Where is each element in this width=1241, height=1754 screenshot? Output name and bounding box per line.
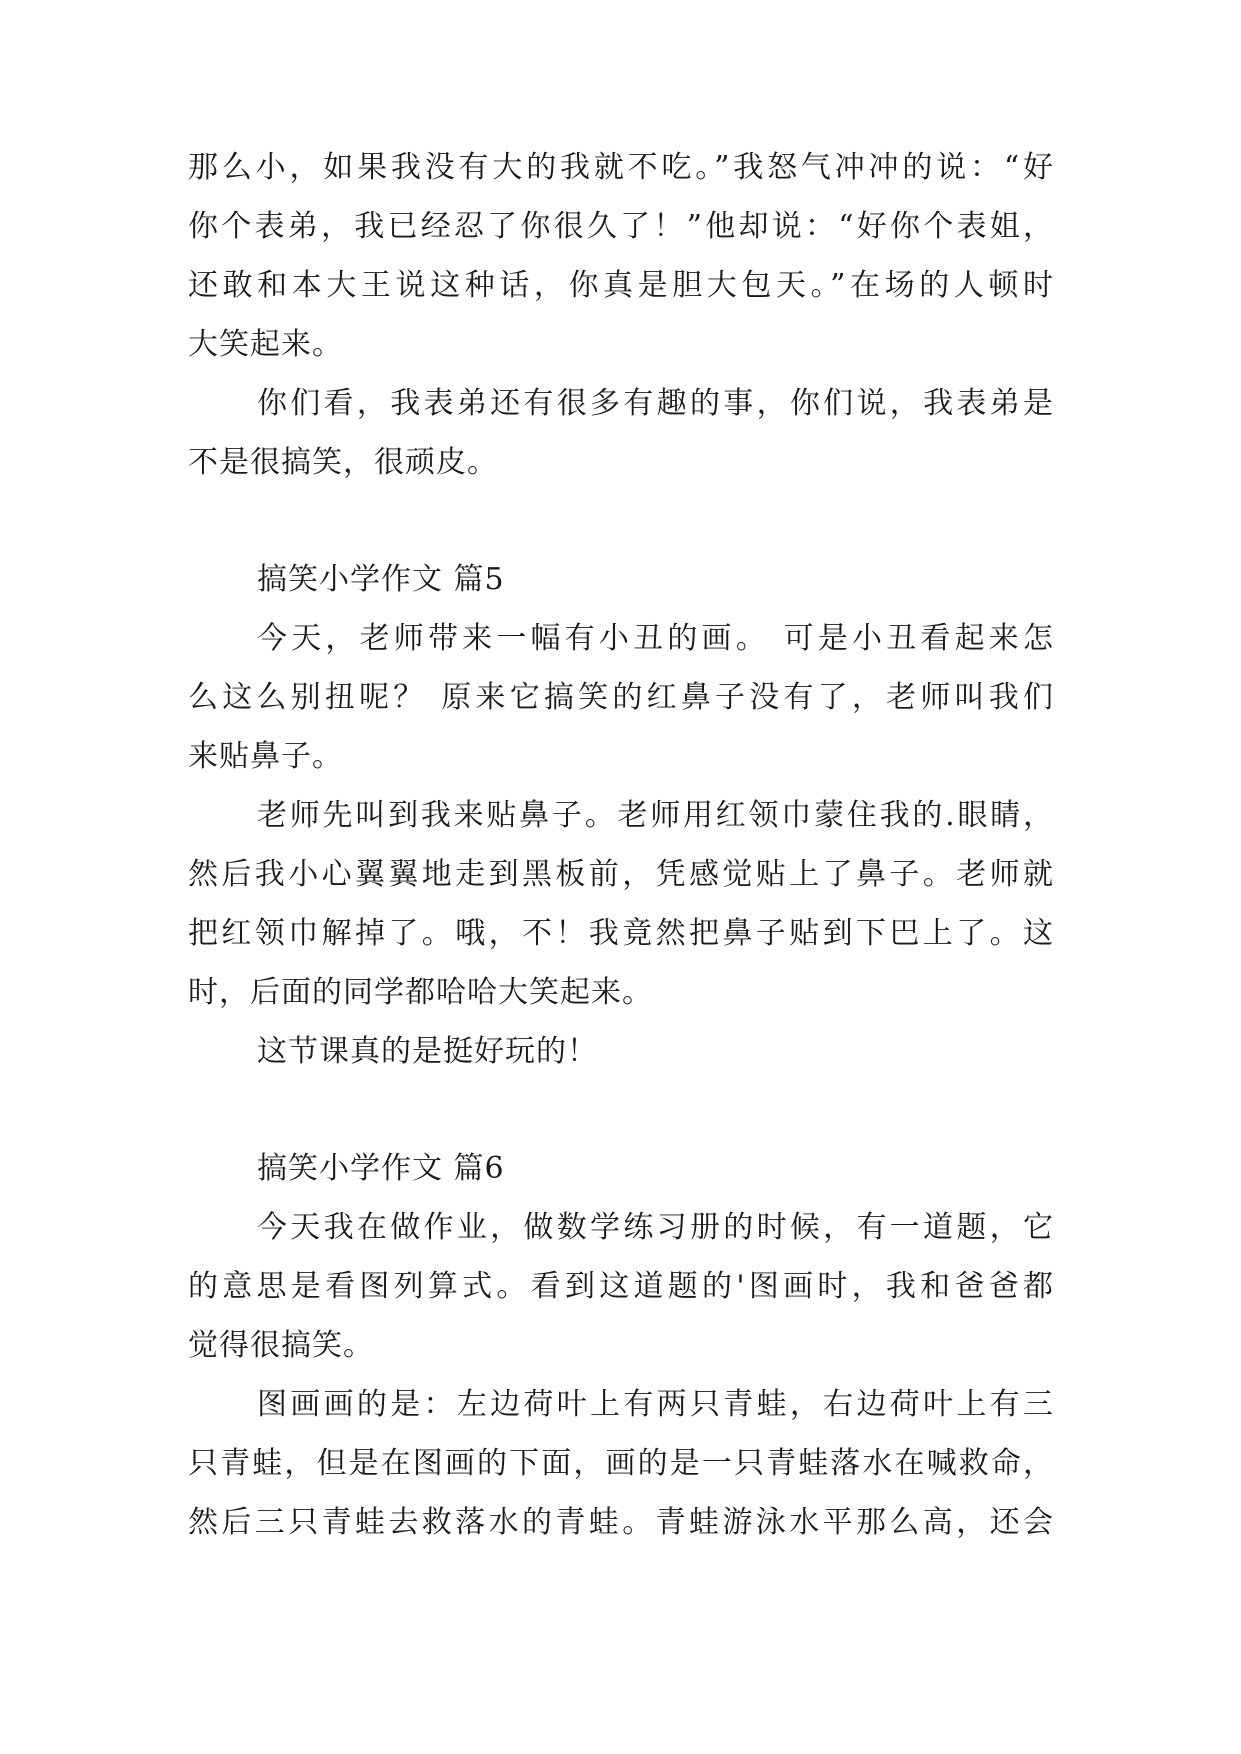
text-line: 么这么别扭呢？ 原来它搞笑的红鼻子没有了，老师叫我们 (188, 680, 1054, 715)
text-line: 你个表弟，我已经忍了你很久了！”他却说：“好你个表姐， (188, 209, 1054, 244)
paragraph-first-line: 你们看，我表弟还有很多有趣的事，你们说，我表弟是 (257, 386, 1054, 421)
text-line: 的意思是看图列算式。看到这道题的'图画时，我和爸爸都 (188, 1269, 1054, 1304)
paragraph-first-line: 今天，老师带来一幅有小丑的画。 可是小丑看起来怎 (257, 621, 1054, 656)
paragraph-first-line: 今天我在做作业，做数学练习册的时候，有一道题，它 (257, 1210, 1054, 1245)
text-line: 然后我小心翼翼地走到黑板前，凭感觉贴上了鼻子。老师就 (188, 857, 1054, 892)
paragraph-first-line: 图画画的是：左边荷叶上有两只青蛙，右边荷叶上有三 (257, 1387, 1054, 1422)
text-line: 然后三只青蛙去救落水的青蛙。青蛙游泳水平那么高，还会 (188, 1505, 1054, 1540)
text-line: 那么小，如果我没有大的我就不吃。”我怒气冲冲的说：“好 (188, 150, 1054, 185)
text-line: 只青蛙，但是在图画的下面，画的是一只青蛙落水在喊救命， (188, 1446, 1054, 1481)
text-line: 觉得很搞笑。 (188, 1328, 374, 1363)
text-line: 来贴鼻子。 (188, 739, 343, 774)
text-line: 把红领巾解掉了。哦，不！我竟然把鼻子贴到下巴上了。这 (188, 916, 1054, 951)
paragraph-first-line: 这节课真的是挺好玩的！ (257, 1034, 598, 1069)
section-heading: 搞笑小学作文 篇5 (257, 562, 505, 597)
text-line: 大笑起来。 (188, 327, 343, 362)
section-heading: 搞笑小学作文 篇6 (257, 1151, 505, 1186)
text-line: 还敢和本大王说这种话，你真是胆大包天。”在场的人顿时 (188, 268, 1054, 303)
text-line: 时，后面的同学都哈哈大笑起来。 (188, 975, 653, 1010)
paragraph-first-line: 老师先叫到我来贴鼻子。老师用红领巾蒙住我的.眼睛， (257, 798, 1054, 833)
text-line: 不是很搞笑，很顽皮。 (188, 445, 498, 480)
